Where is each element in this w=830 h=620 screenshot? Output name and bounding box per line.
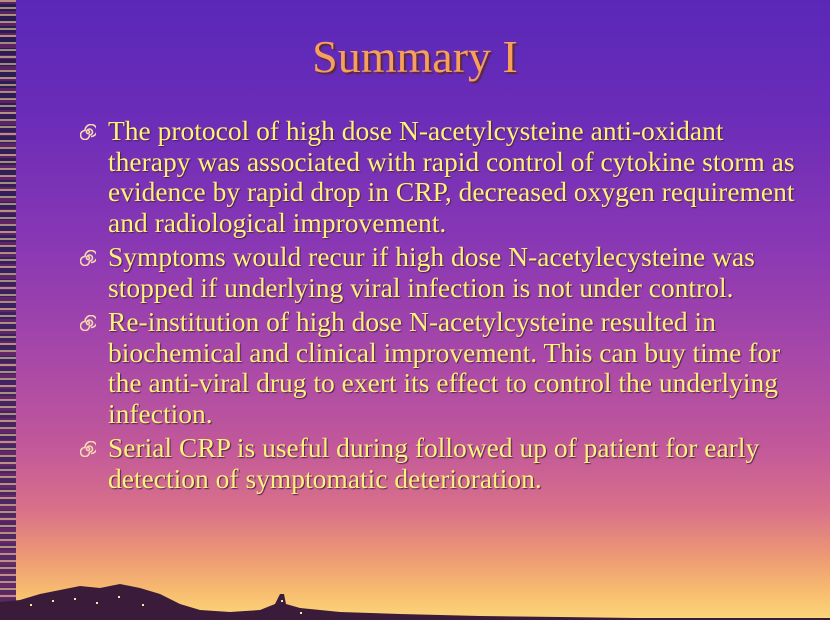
bullet-item xyxy=(70,242,810,303)
bullet-list xyxy=(70,116,810,498)
bullet-item xyxy=(70,307,810,429)
slide-title: Summary I xyxy=(312,31,518,82)
spiral-bullet-icon xyxy=(80,315,96,331)
bullet-text: Re-institution of high dose N-acetylcysteine resulted in biochemical and clinical improvement. This can buy time for the anti-viral drug to exert its effect to control the underlying infection. xyxy=(108,306,781,429)
spiral-bullet-icon xyxy=(80,124,96,140)
bullet-item xyxy=(70,433,810,494)
bullet-text: Serial CRP is useful during followed up of patient for early detection of symptomatic deterioration. xyxy=(108,432,760,494)
spiral-bullet-icon xyxy=(80,441,96,457)
bullet-text: Symptoms would recur if high dose N-acetylecysteine was stopped if underlying viral infection is not under control. xyxy=(108,241,755,303)
city-lights-strip xyxy=(0,0,16,620)
bullet-text: The protocol of high dose N-acetylcysteine anti-oxidant therapy was associated with rapid control of cytokine storm as evidence by rapid drop in CRP, decreased oxygen requirement and radiological improvement. xyxy=(108,115,795,238)
city-skyline xyxy=(0,580,830,620)
bullet-item xyxy=(70,116,810,238)
spiral-bullet-icon xyxy=(80,250,96,266)
